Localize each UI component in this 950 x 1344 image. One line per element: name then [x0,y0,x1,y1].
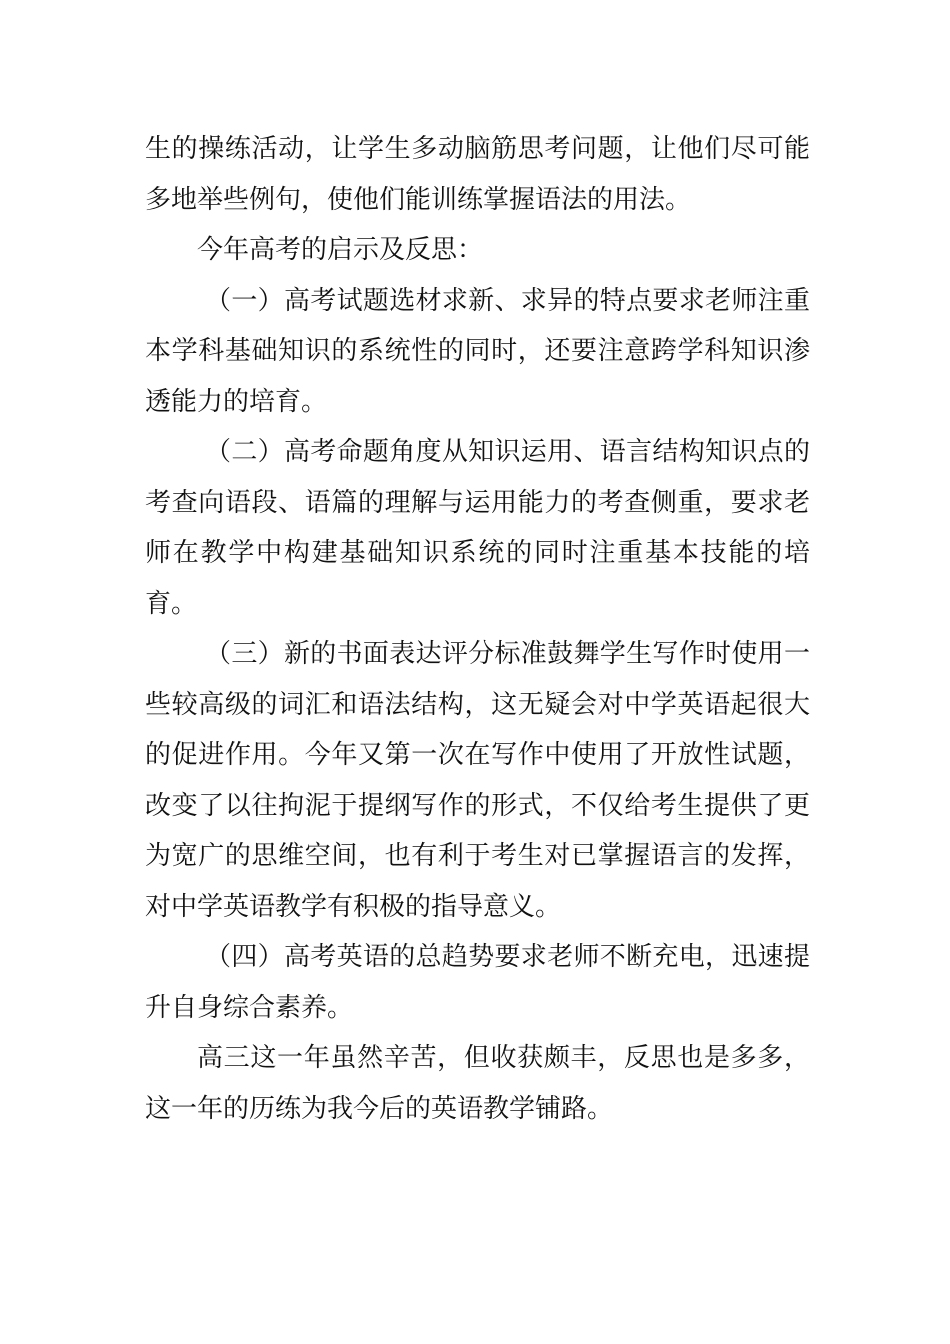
paragraph-conclusion: 高三这一年虽然辛苦，但收获颇丰，反思也是多多，这一年的历练为我今后的英语教学铺路。 [145,1043,810,1124]
paragraph-point-three: （三）新的书面表达评分标准鼓舞学生写作时使用一些较高级的词汇和语法结构，这无疑会对中学英语起很大的促进作用。今年又第一次在写作中使用了开放性试题，改变了以往拘泥于提纲写作的形式，不仅给考生提供了更为宽广的思维空间，也有利于考生对已掌握语言的发挥，对中学英语教学有积极的指导意义。 [145,639,810,922]
paragraph-point-two: （二）高考命题角度从知识运用、语言结构知识点的考查向语段、语篇的理解与运用能力的考查侧重，要求老师在教学中构建基础知识系统的同时注重基本技能的培育。 [145,437,810,619]
paragraph-point-four: （四）高考英语的总趋势要求老师不断充电，迅速提升自身综合素养。 [145,942,810,1023]
paragraph-point-one: （一）高考试题选材求新、求异的特点要求老师注重本学科基础知识的系统性的同时，还要注意跨学科知识渗透能力的培育。 [145,285,810,417]
document-body [145,124,810,1134]
paragraph-heading-reflections: 今年高考的启示及反思： [197,235,484,265]
paragraph-continuation: 生的操练活动，让学生多动脑筋思考问题，让他们尽可能多地举些例句，使他们能训练掌握语法的用法。 [145,134,810,215]
